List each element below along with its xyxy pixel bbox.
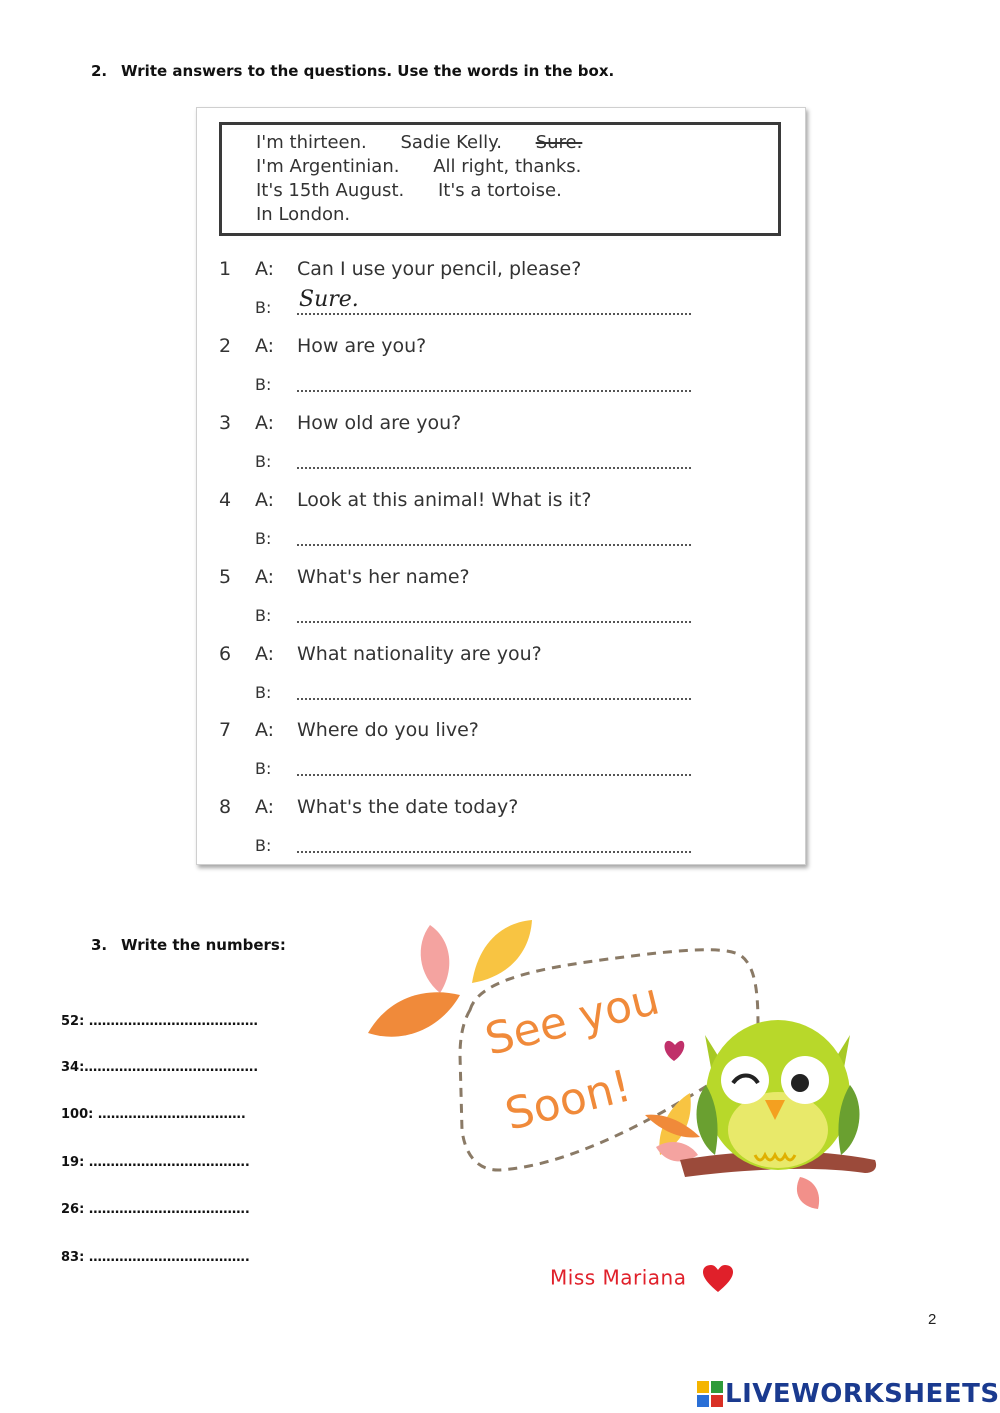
number-row[interactable]: 83: ………………………………. — [61, 1250, 250, 1265]
speaker-a-label: A: — [255, 335, 275, 357]
question-text: What's her name? — [297, 566, 470, 588]
word-box-word-used: Sure. — [535, 132, 583, 153]
card-line-1: See you — [480, 973, 665, 1066]
question-number: 3 — [219, 412, 232, 434]
owl-icon — [696, 1020, 859, 1170]
word-box-line — [256, 155, 778, 179]
question-number: 5 — [219, 566, 232, 588]
speaker-b-label: B: — [255, 759, 272, 778]
answer-line[interactable] — [297, 313, 691, 315]
signature-text: Miss Mariana — [550, 1265, 687, 1290]
signature — [550, 1265, 733, 1293]
word-box-word: Sadie Kelly. — [400, 132, 502, 153]
word-box-word: All right, thanks. — [433, 156, 582, 177]
word-box-word: In London. — [256, 204, 351, 225]
heart-icon — [703, 1265, 733, 1293]
number-row[interactable]: 19: ………………………………. — [61, 1155, 250, 1170]
speaker-b-label: B: — [255, 298, 272, 317]
speaker-b-label: B: — [255, 606, 272, 625]
question-number: 1 — [219, 258, 232, 280]
speaker-b-label: B: — [255, 375, 272, 394]
word-box-word: I'm thirteen. — [256, 132, 367, 153]
exercise-3-instruction — [91, 936, 286, 954]
speaker-a-label: A: — [255, 719, 275, 741]
exercise-3-number: 3. — [91, 936, 108, 954]
word-box-line — [256, 179, 778, 203]
question-text: How are you? — [297, 335, 427, 357]
speaker-a-label: A: — [255, 643, 275, 665]
question-text: How old are you? — [297, 412, 462, 434]
speaker-a-label: A: — [255, 489, 275, 511]
question-number: 4 — [219, 489, 232, 511]
leaf-pink-icon — [797, 1177, 819, 1209]
speaker-b-label: B: — [255, 836, 272, 855]
word-box — [219, 122, 781, 236]
number-row[interactable]: 100: ……………………………. — [61, 1107, 246, 1122]
speaker-a-label: A: — [255, 566, 275, 588]
see-you-soon-illustration — [360, 915, 890, 1215]
question-number: 2 — [219, 335, 232, 357]
question-text: What nationality are you? — [297, 643, 542, 665]
exercise-2-panel — [196, 107, 806, 865]
question-number: 7 — [219, 719, 232, 741]
small-heart-icon — [665, 1041, 685, 1061]
question-text: Look at this animal! What is it? — [297, 489, 592, 511]
brand-text: LIVEWORKSHEETS — [725, 1379, 1000, 1409]
leaf-pink-icon — [421, 925, 450, 993]
exercise-2-number: 2. — [91, 62, 108, 80]
speaker-a-label: A: — [255, 258, 275, 280]
word-box-line — [256, 131, 778, 155]
question-text: Where do you live? — [297, 719, 479, 741]
question-text: Can I use your pencil, please? — [297, 258, 582, 280]
liveworksheets-brand[interactable] — [697, 1377, 1000, 1411]
answer-line[interactable] — [297, 698, 691, 700]
card-line-2: Soon! — [500, 1060, 637, 1141]
answer-line[interactable] — [297, 544, 691, 546]
speaker-b-label: B: — [255, 452, 272, 471]
page-number: 2 — [928, 1311, 937, 1328]
answer-line[interactable] — [297, 390, 691, 392]
question-number: 6 — [219, 643, 232, 665]
question-number: 8 — [219, 796, 232, 818]
speaker-a-label: A: — [255, 796, 275, 818]
answer-line[interactable] — [297, 467, 691, 469]
word-box-word: I'm Argentinian. — [256, 156, 400, 177]
number-row[interactable]: 26: ………………………………. — [61, 1202, 250, 1217]
exercise-2-instruction — [91, 62, 614, 80]
speaker-b-label: B: — [255, 529, 272, 548]
exercise-3-text: Write the numbers: — [121, 936, 286, 954]
number-row[interactable]: 34:…………………………………. — [61, 1060, 259, 1075]
speaker-a-label: A: — [255, 412, 275, 434]
answer-line[interactable] — [297, 774, 691, 776]
question-text: What's the date today? — [297, 796, 519, 818]
word-box-word: It's 15th August. — [256, 180, 405, 201]
answer-line[interactable] — [297, 621, 691, 623]
answer-line[interactable] — [297, 851, 691, 853]
word-box-line — [256, 203, 778, 227]
number-row[interactable]: 52: ………………………………… — [61, 1014, 258, 1029]
leaf-orange-icon — [368, 992, 460, 1037]
example-answer: Sure. — [299, 287, 359, 312]
word-box-word: It's a tortoise. — [437, 180, 562, 201]
exercise-2-text: Write answers to the questions. Use the words in the box. — [121, 62, 615, 80]
speaker-b-label: B: — [255, 683, 272, 702]
liveworksheets-logo-icon — [697, 1381, 723, 1407]
